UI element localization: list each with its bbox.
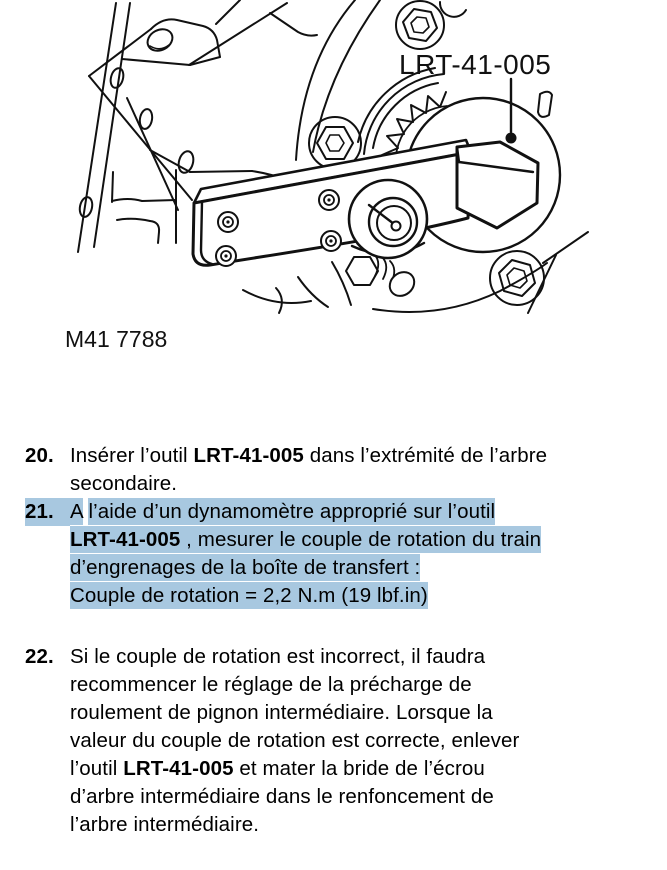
step-line	[25, 783, 649, 811]
step-number: 22.	[25, 645, 54, 668]
text-segment: l’outil	[70, 757, 124, 780]
step-line	[25, 554, 649, 582]
stud-bolt	[346, 254, 419, 301]
step-number: 20.	[25, 444, 54, 467]
step-line	[25, 526, 649, 554]
step-line	[25, 727, 649, 755]
figure-illustration	[0, 0, 667, 430]
step-line	[25, 755, 649, 783]
step-line	[25, 498, 649, 526]
text-segment: l’arbre intermédiaire.	[70, 813, 260, 836]
text-segment: Couple de rotation = 2,2 N.m (19 lbf.in)	[70, 584, 428, 607]
step-line	[25, 811, 649, 839]
text-segment: LRT-41-005	[70, 528, 181, 551]
text-segment: dans l’extrémité de l’arbre	[303, 444, 548, 467]
step-item	[25, 442, 649, 498]
text-segment: d’engrenages de la boîte de transfert :	[70, 556, 421, 579]
figure-panel	[0, 0, 667, 430]
text-segment: LRT-41-005	[123, 757, 234, 780]
figure-caption: M41 7788	[65, 326, 168, 352]
text-segment: LRT-41-005	[193, 444, 304, 467]
step-line	[25, 671, 649, 699]
tool-label: LRT-41-005	[399, 49, 552, 80]
text-segment: valeur du couple de rotation est correcte, enlever	[70, 729, 520, 752]
text-segment: Insérer l’outil	[70, 444, 194, 467]
text-segment: secondaire.	[70, 472, 178, 495]
torque-boss	[349, 180, 427, 258]
step-line	[25, 582, 649, 610]
step-item	[25, 498, 649, 610]
text-segment: d’arbre intermédiaire dans le renfoncement de	[70, 785, 494, 808]
step-line	[25, 470, 649, 498]
text-segment: recommencer le réglage de la précharge de	[70, 673, 472, 696]
square-drive-block	[457, 142, 538, 228]
step-line	[25, 699, 649, 727]
casing-left-frame	[78, 3, 176, 252]
step-item	[25, 643, 649, 839]
leader-dot	[506, 133, 517, 144]
step-number: 21.	[25, 498, 70, 526]
text-segment: et mater la bride de l’écrou	[233, 757, 485, 780]
text-segment: l’aide d’un dynamomètre approprié sur l’outil	[88, 500, 496, 523]
label-leader	[506, 79, 517, 144]
step-line	[25, 643, 649, 671]
text-segment: Si le couple de rotation est incorrect, il faudra	[70, 645, 486, 668]
text-segment: , mesurer le couple de rotation du train	[180, 528, 542, 551]
steps-list	[0, 430, 667, 839]
step-line	[25, 442, 649, 470]
text-segment: roulement de pignon intermédiaire. Lorsque la	[70, 701, 493, 724]
text-segment: A	[70, 500, 83, 523]
